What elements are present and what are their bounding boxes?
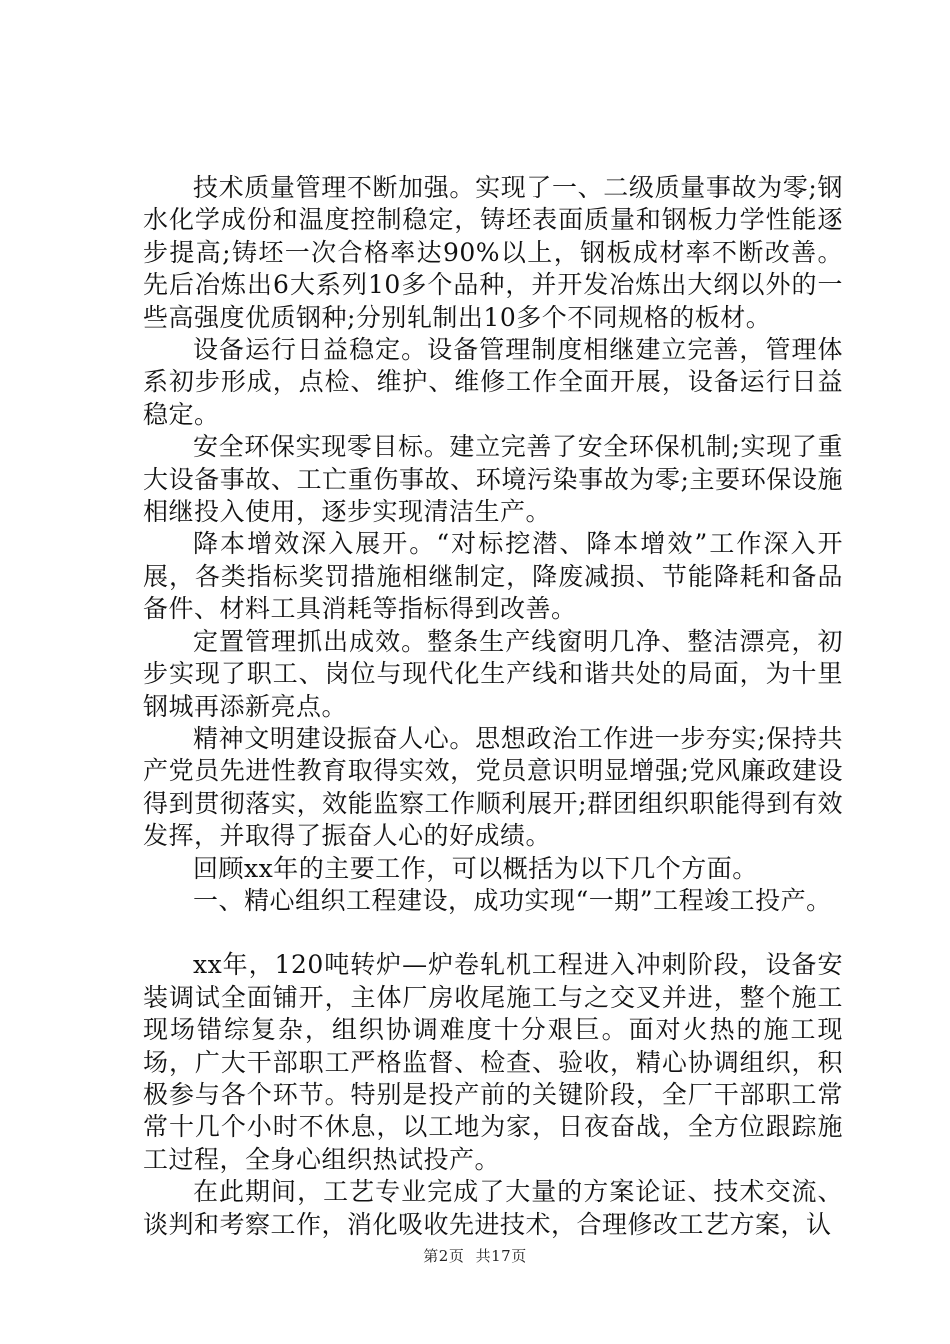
section-heading: 一、精心组织工程建设，成功实现“一期”工程竣工投产。: [193, 885, 832, 915]
page-total: 共17页: [475, 1247, 527, 1265]
paragraph-process: 在此期间，工艺专业完成了大量的方案论证、技术交流、谈判和考察工作，消化吸收先进技术，合理修改工艺方案，认: [143, 1177, 843, 1239]
page-number: 第2页: [423, 1247, 465, 1265]
document-body: [143, 172, 843, 1241]
paragraph-review: 回顾xx年的主要工作，可以概括为以下几个方面。: [193, 853, 758, 883]
paragraph-construction: xx年，120吨转炉—炉卷轧机工程进入冲刺阶段，设备安装调试全面铺开，主体厂房收尾施工与之交叉并进，整个施工现场错综复杂，组织协调难度十分艰巨。面对火热的施工现场，广大干部职工严格监督、检查、验收，精心协调组织，积极参与各个环节。特别是投产前的关键阶段，全厂干部职工常常十几个小时不休息，以工地为家，日夜奋战，全方位跟踪施工过程，全身心组织热试投产。: [143, 950, 843, 1174]
paragraph-cost: 降本增效深入展开。“对标挖潜、降本增效”工作深入开展，各类指标奖罚措施相继制定，降废减损、节能降耗和备品备件、材料工具消耗等指标得到改善。: [143, 529, 843, 624]
paragraph-equipment: 设备运行日益稳定。设备管理制度相继建立完善，管理体系初步形成，点检、维护、维修工作全面开展，设备运行日益稳定。: [143, 335, 843, 429]
page-footer: [0, 1245, 950, 1266]
paragraph-civilization: 精神文明建设振奋人心。思想政治工作进一步夯实;保持共产党员先进性教育取得实效，党员意识明显增强;党风廉政建设得到贯彻落实，效能监察工作顺利展开;群团组织职能得到有效发挥，并取得了振奋人心的好成绩。: [143, 723, 843, 851]
paragraph-safety: 安全环保实现零目标。建立完善了安全环保机制;实现了重大设备事故、工亡重伤事故、环境污染事故为零;主要环保设施相继投入使用，逐步实现清洁生产。: [143, 432, 843, 527]
paragraph-quality: 技术质量管理不断加强。实现了一、二级质量事故为零;钢水化学成份和温度控制稳定，铸坯表面质量和钢板力学性能逐步提高;铸坯一次合格率达90%以上，钢板成材率不断改善。先后冶炼出6大系列10多个品种，并开发冶炼出大纲以外的一些高强度优质钢种;分别轧制出10多个不同规格的板材。: [143, 173, 843, 332]
paragraph-management: 定置管理抓出成效。整条生产线窗明几净、整洁漂亮，初步实现了职工、岗位与现代化生产线和谐共处的局面，为十里钢城再添新亮点。: [143, 626, 843, 721]
